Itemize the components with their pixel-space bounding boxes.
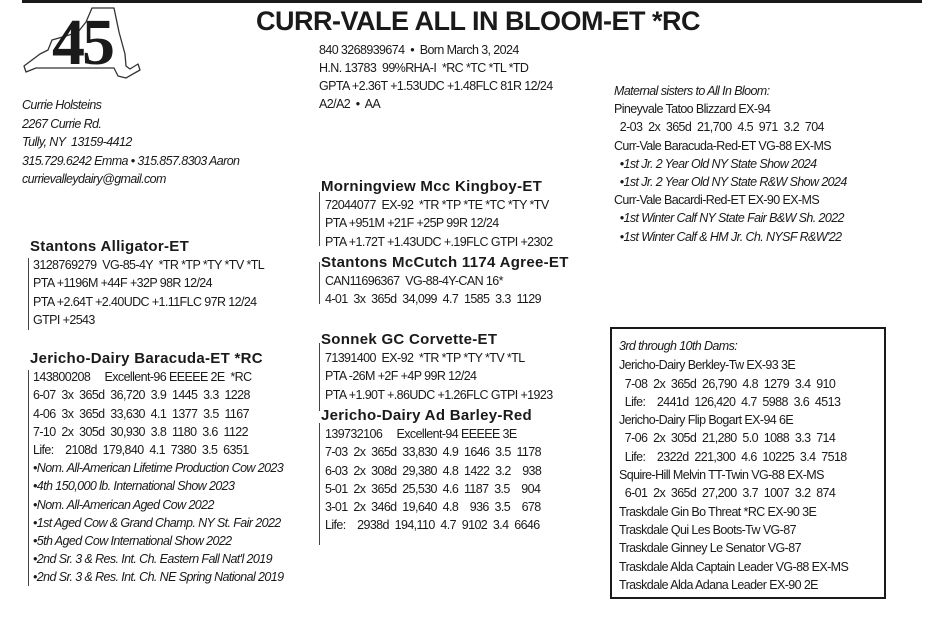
lot-number: 45 xyxy=(52,6,112,79)
sire-name: Stantons Alligator-ET xyxy=(30,238,190,255)
dam-award-line: •1st Aged Cow & Grand Champ. NY St. Fair 2022 xyxy=(33,515,281,530)
dam-line: Life: 2108d 179,840 4.1 7380 3.5 6351 xyxy=(33,443,249,458)
dam-dam-line: 5-01 2x 365d 25,530 4.6 1187 3.5 904 xyxy=(325,481,541,496)
maternal-sisters xyxy=(614,82,847,246)
animal-info-line: H.N. 13783 99%RHA-I *RC *TC *TL *TD xyxy=(319,61,529,75)
dams-box-line: 7-08 2x 365d 26,790 4.8 1279 3.4 910 xyxy=(619,376,836,391)
dam-sire-line: PTA +1.90T +.86UDC +1.26FLC GTPI +1923 xyxy=(325,387,553,402)
dam-line: 143800208 Excellent-96 EEEEE 2E *RC xyxy=(33,370,252,385)
animal-info-line: A2/A2 • AA xyxy=(319,97,381,111)
sire-dam-line: 4-01 3x 365d 34,099 4.7 1585 3.3 1129 xyxy=(325,292,541,307)
pedigree-bracket xyxy=(319,192,320,246)
pedigree-bracket xyxy=(319,423,320,545)
dam-award-line: •2nd Sr. 3 & Res. Int. Ch. Eastern Fall Nat'l 2019 xyxy=(33,552,272,567)
third-through-tenth-dams-box xyxy=(610,327,886,599)
maternal-sister-line: Curr-Vale Baracuda-Red-ET VG-88 EX-MS xyxy=(614,138,832,153)
dam-block xyxy=(30,350,283,587)
sire-sire-line: PTA +951M +21F +25P 99R 12/24 xyxy=(325,216,499,231)
sire-sire-line: PTA +1.72T +1.43UDC +.19FLC GTPI +2302 xyxy=(325,234,553,249)
dam-line: 4-06 3x 365d 33,630 4.1 1377 3.5 1167 xyxy=(33,406,249,421)
dam-award-line: •4th 150,000 lb. International Show 2023 xyxy=(33,479,235,494)
pedigree-bracket xyxy=(319,343,320,411)
pedigree-bracket xyxy=(319,262,320,304)
sire-dam-line: CAN11696367 VG-88-4Y-CAN 16* xyxy=(325,274,503,289)
dams-box-line: Life: 2441d 126,420 4.7 5988 3.6 4513 xyxy=(619,394,841,409)
dam-sire-name: Sonnek GC Corvette-ET xyxy=(321,331,498,348)
sire-line: GTPI +2543 xyxy=(33,312,95,327)
sire-line: PTA +1196M +44F +32P 98R 12/24 xyxy=(33,276,213,291)
dam-award-line: •Nom. All-American Lifetime Production Cow 2023 xyxy=(33,461,284,476)
dam-dam-line: 7-03 2x 365d 33,830 4.9 1646 3.5 1178 xyxy=(325,445,541,460)
dam-dam-block xyxy=(321,407,541,534)
consignor-street: 2267 Currie Rd. xyxy=(22,116,102,131)
dam-dam-line: 139732106 Excellent-94 EEEEE 3E xyxy=(325,427,517,442)
sire-dam-block xyxy=(321,254,569,309)
dams-box-line: 7-06 2x 305d 21,280 5.0 1088 3.3 714 xyxy=(619,431,836,446)
lot-badge xyxy=(22,6,142,92)
dam-dam-line: Life: 2938d 194,110 4.7 9102 3.4 6646 xyxy=(325,518,540,533)
maternal-sister-line: •1st Winter Calf & HM Jr. Ch. NYSF R&W'22 xyxy=(614,229,842,244)
sire-line: 3128769279 VG-85-4Y *TR *TP *TY *TV *TL xyxy=(33,258,265,273)
sire-line: PTA +2.64T +2.40UDC +1.11FLC 97R 12/24 xyxy=(33,294,257,309)
consignor-city: Tully, NY 13159-4412 xyxy=(22,135,132,149)
dam-dam-line: 3-01 2x 346d 19,640 4.8 936 3.5 678 xyxy=(325,500,541,515)
maternal-sister-line: Pineyvale Tatoo Blizzard EX-94 xyxy=(614,102,771,117)
maternal-sister-line: •1st Winter Calf NY State Fair B&W Sh. 2022 xyxy=(614,211,844,226)
dam-line: 6-07 3x 365d 36,720 3.9 1445 3.3 1228 xyxy=(33,388,250,403)
sire-dam-name: Stantons McCutch 1174 Agree-ET xyxy=(321,254,569,271)
dam-name: Jericho-Dairy Baracuda-ET *RC xyxy=(30,350,263,367)
pedigree-bracket xyxy=(28,258,29,330)
dam-award-line: •2nd Sr. 3 & Res. Int. Ch. NE Spring National 2019 xyxy=(33,570,284,585)
dam-sire-line: PTA -26M +2F +4P 99R 12/24 xyxy=(325,369,477,384)
sire-sire-line: 72044077 EX-92 *TR *TP *TE *TC *TY *TV xyxy=(325,198,549,213)
dam-dam-line: 6-03 2x 308d 29,380 4.8 1422 3.2 938 xyxy=(325,463,542,478)
dam-award-line: •5th Aged Cow International Show 2022 xyxy=(33,534,232,549)
sire-block xyxy=(30,238,264,329)
maternal-sister-line: •1st Jr. 2 Year Old NY State R&W Show 2024 xyxy=(614,175,847,190)
animal-info-line: 840 3268939674 • Born March 3, 2024 xyxy=(319,43,519,57)
animal-info-line: GPTA +2.36T +1.53UDC +1.48FLC 81R 12/24 xyxy=(319,79,553,93)
dams-box-line: Traskdale Alda Captain Leader VG-88 EX-MS xyxy=(619,559,849,574)
consignor-name: Currie Holsteins xyxy=(22,98,102,112)
dams-box-line: Squire-Hill Melvin TT-Twin VG-88 EX-MS xyxy=(619,468,824,483)
dams-box-line: Traskdale Ginney Le Senator VG-87 xyxy=(619,541,801,556)
pedigree-bracket xyxy=(28,370,29,586)
maternal-sister-line: Curr-Vale Bacardi-Red-ET EX-90 EX-MS xyxy=(614,193,820,208)
dams-box-line: Jericho-Dairy Berkley-Tw EX-93 3E xyxy=(619,358,796,373)
maternal-sister-line: •1st Jr. 2 Year Old NY State Show 2024 xyxy=(614,156,817,171)
maternal-sister-line: 2-03 2x 365d 21,700 4.5 971 3.2 704 xyxy=(614,120,824,135)
dam-award-line: •Nom. All-American Aged Cow 2022 xyxy=(33,497,214,512)
dams-box-line: Traskdale Alda Adana Leader EX-90 2E xyxy=(619,577,818,592)
consignor-email[interactable]: currievalleydairy@gmail.com xyxy=(22,172,166,186)
dam-dam-name: Jericho-Dairy Ad Barley-Red xyxy=(321,407,532,424)
animal-info xyxy=(319,41,553,113)
top-rule xyxy=(22,0,922,3)
consignor-info xyxy=(22,96,239,189)
dam-sire-line: 71391400 EX-92 *TR *TP *TY *TV *TL xyxy=(325,351,525,366)
sire-sire-block xyxy=(321,178,553,251)
dams-box-line: 6-01 2x 365d 27,200 3.7 1007 3.2 874 xyxy=(619,486,836,501)
dams-box-line: Traskdale Gin Bo Threat *RC EX-90 3E xyxy=(619,504,817,519)
dams-box-line: Life: 2322d 221,300 4.6 10225 3.4 7518 xyxy=(619,449,847,464)
consignor-phones: 315.729.6242 Emma • 315.857.8303 Aaron xyxy=(22,153,240,168)
maternal-sisters-heading: Maternal sisters to All In Bloom: xyxy=(614,84,770,98)
dams-box-line: Jericho-Dairy Flip Bogart EX-94 6E xyxy=(619,413,794,428)
animal-title: CURR-VALE ALL IN BLOOM-ET *RC xyxy=(256,6,700,36)
dams-box-line: Traskdale Qui Les Boots-Tw VG-87 xyxy=(619,522,796,537)
dams-box-heading: 3rd through 10th Dams: xyxy=(619,339,738,353)
dam-line: 7-10 2x 305d 30,930 3.8 1180 3.6 1122 xyxy=(33,424,248,439)
dam-sire-block xyxy=(321,331,553,404)
sire-sire-name: Morningview Mcc Kingboy-ET xyxy=(321,178,543,195)
